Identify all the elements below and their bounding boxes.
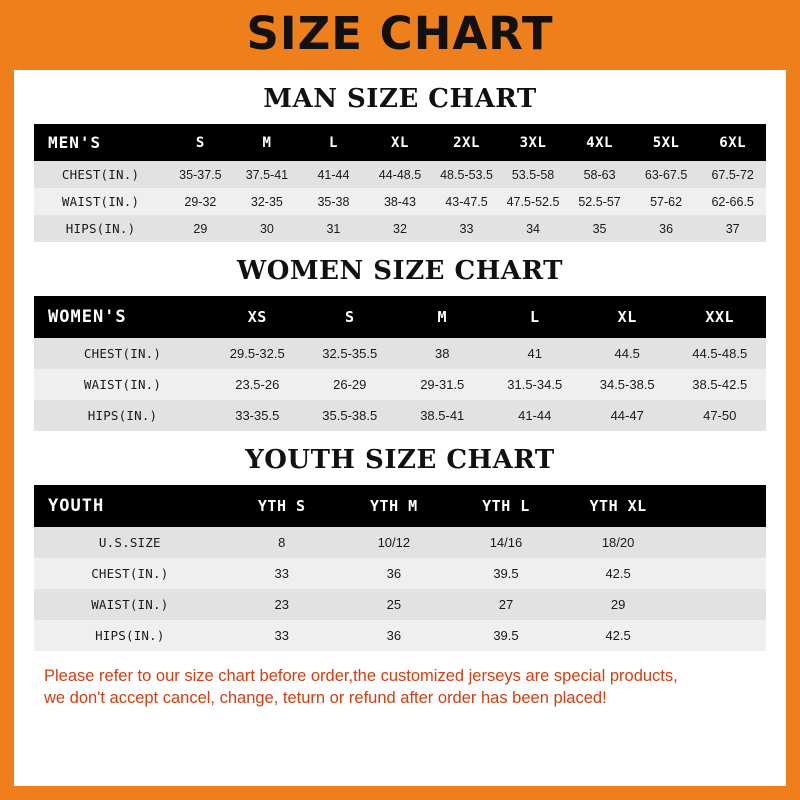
cell: 52.5-57 [566,188,633,215]
row-label-chest: CHEST(IN.) [34,338,211,369]
cell: 33 [433,215,500,242]
cell: 39.5 [450,558,562,589]
col-header-m: M [234,124,301,161]
cell: 18/20 [562,527,674,558]
cell: 29 [167,215,234,242]
col-header-xs: XS [211,296,303,338]
cell: 58-63 [566,161,633,188]
cell: 10/12 [338,527,450,558]
header-band [0,0,800,70]
cell: 42.5 [562,558,674,589]
cell-spacer [674,558,766,589]
cell: 29-31.5 [396,369,488,400]
row-label-chest: CHEST(IN.) [34,558,226,589]
row-label-chest: CHEST(IN.) [34,161,167,188]
cell: 36 [633,215,700,242]
cell: 35-37.5 [167,161,234,188]
youth-size-table [34,485,766,651]
cell: 63-67.5 [633,161,700,188]
section-title-youth: YOUTH SIZE CHART [245,445,555,475]
table-row [34,338,766,369]
cell: 32 [367,215,434,242]
cell: 36 [338,558,450,589]
cell: 38 [396,338,488,369]
col-header-women-label: WOMEN'S [34,296,211,338]
cell: 44.5 [581,338,673,369]
table-header-row [34,124,766,161]
table-header-row [34,296,766,338]
cell: 23.5-26 [211,369,303,400]
table-row [34,400,766,431]
col-header-l: L [488,296,580,338]
bottom-band [0,786,800,800]
cell: 35.5-38.5 [304,400,396,431]
cell: 29 [562,589,674,620]
cell: 34.5-38.5 [581,369,673,400]
col-header-m: M [396,296,488,338]
col-header-yth-m: YTH M [338,485,450,527]
cell: 47-50 [673,400,766,431]
cell-spacer [674,589,766,620]
cell: 44.5-48.5 [673,338,766,369]
cell: 39.5 [450,620,562,651]
women-size-table [34,296,766,431]
page-title: SIZE CHART [246,6,554,60]
cell: 29.5-32.5 [211,338,303,369]
cell: 33 [226,620,338,651]
cell: 32.5-35.5 [304,338,396,369]
row-label-waist: WAIST(IN.) [34,369,211,400]
cell: 37 [699,215,766,242]
cell-spacer [674,620,766,651]
cell: 47.5-52.5 [500,188,567,215]
table-row [34,369,766,400]
row-label-hips: HIPS(IN.) [34,620,226,651]
table-row [34,161,766,188]
table-row [34,589,766,620]
footer-note [34,665,766,710]
men-size-table [34,124,766,242]
cell: 43-47.5 [433,188,500,215]
cell: 44-48.5 [367,161,434,188]
col-header-xl: XL [367,124,434,161]
col-header-youth-label: YOUTH [34,485,226,527]
cell: 30 [234,215,301,242]
col-header-6xl: 6XL [699,124,766,161]
table-header-row [34,485,766,527]
cell: 25 [338,589,450,620]
cell: 41-44 [300,161,367,188]
cell: 34 [500,215,567,242]
col-header-2xl: 2XL [433,124,500,161]
col-header-yth-s: YTH S [226,485,338,527]
cell: 33 [226,558,338,589]
cell: 41 [488,338,580,369]
cell: 48.5-53.5 [433,161,500,188]
cell: 38-43 [367,188,434,215]
cell: 23 [226,589,338,620]
cell-spacer [674,527,766,558]
cell: 36 [338,620,450,651]
cell: 57-62 [633,188,700,215]
cell: 37.5-41 [234,161,301,188]
cell: 44-47 [581,400,673,431]
col-header-yth-xl: YTH XL [562,485,674,527]
cell: 27 [450,589,562,620]
table-row [34,620,766,651]
cell: 35-38 [300,188,367,215]
col-header-spacer [674,485,766,527]
section-title-men: MAN SIZE CHART [263,84,537,114]
footer-note-line1: Please refer to our size chart before order,the customized jerseys are special products, [44,667,678,685]
cell: 41-44 [488,400,580,431]
table-row [34,188,766,215]
cell: 31 [300,215,367,242]
cell: 42.5 [562,620,674,651]
chart-content [14,84,786,710]
col-header-s: S [167,124,234,161]
col-header-men-label: MEN'S [34,124,167,161]
row-label-waist: WAIST(IN.) [34,589,226,620]
col-header-s: S [304,296,396,338]
table-row [34,215,766,242]
row-label-waist: WAIST(IN.) [34,188,167,215]
footer-note-line2: we don't accept cancel, change, teturn or refund after order has been placed! [44,689,607,708]
cell: 31.5-34.5 [488,369,580,400]
cell: 29-32 [167,188,234,215]
row-label-hips: HIPS(IN.) [34,215,167,242]
col-header-4xl: 4XL [566,124,633,161]
row-label-hips: HIPS(IN.) [34,400,211,431]
table-row [34,558,766,589]
col-header-yth-l: YTH L [450,485,562,527]
cell: 67.5-72 [699,161,766,188]
table-row [34,527,766,558]
cell: 14/16 [450,527,562,558]
col-header-l: L [300,124,367,161]
cell: 53.5-58 [500,161,567,188]
col-header-5xl: 5XL [633,124,700,161]
col-header-3xl: 3XL [500,124,567,161]
cell: 38.5-42.5 [673,369,766,400]
cell: 26-29 [304,369,396,400]
cell: 38.5-41 [396,400,488,431]
cell: 35 [566,215,633,242]
col-header-xl: XL [581,296,673,338]
cell: 33-35.5 [211,400,303,431]
cell: 32-35 [234,188,301,215]
section-title-women: WOMEN SIZE CHART [237,256,563,286]
col-header-xxl: XXL [673,296,766,338]
cell: 62-66.5 [699,188,766,215]
cell: 8 [226,527,338,558]
row-label-us-size: U.S.SIZE [34,527,226,558]
